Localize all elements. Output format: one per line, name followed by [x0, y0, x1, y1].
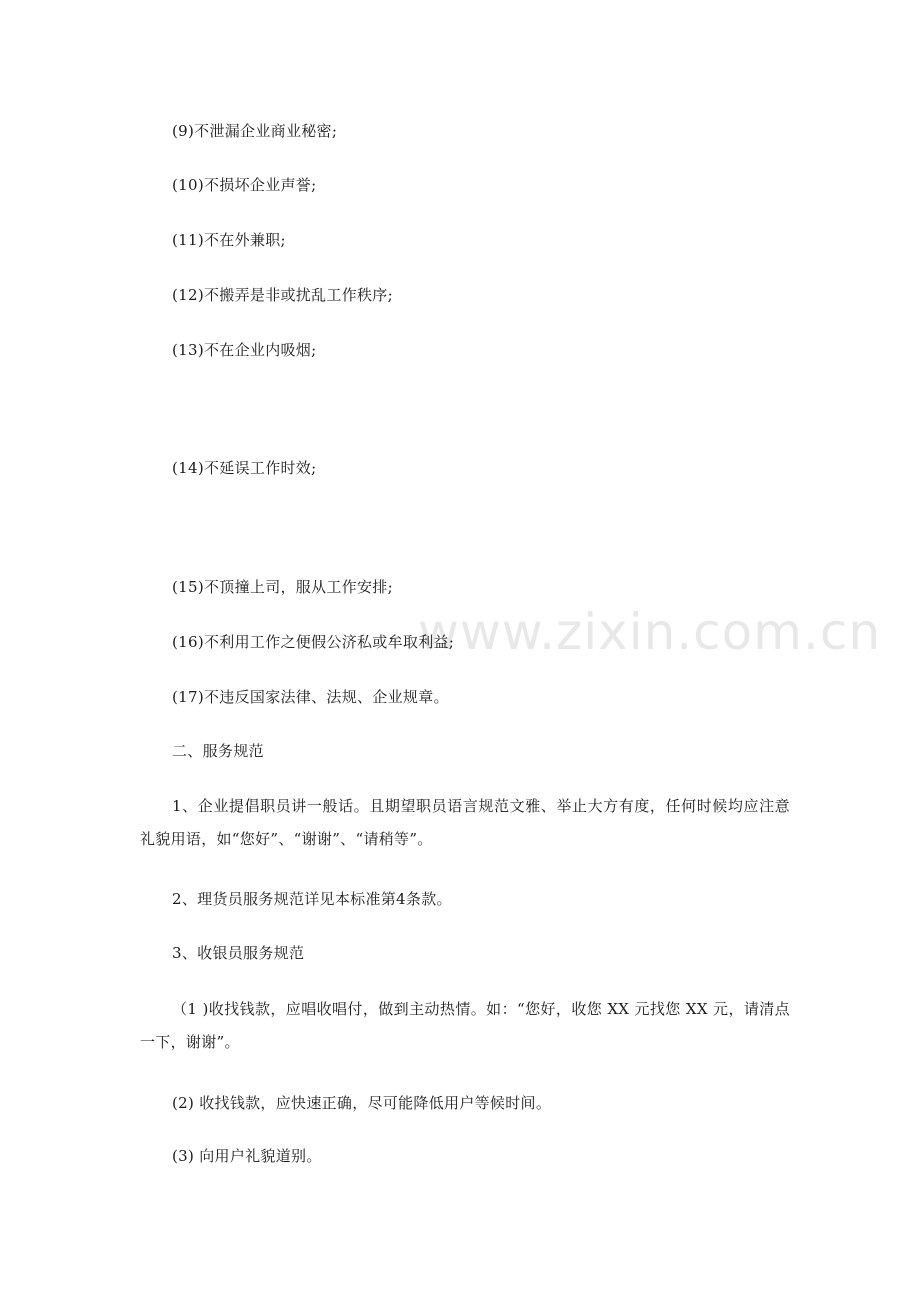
paragraph-3-3: (3) 向用户礼貌道别。	[172, 1147, 322, 1165]
rule-item-17: (17)不违反国家法律、法规、企业规章。	[172, 688, 449, 706]
watermark: www.zixin.com.cn	[418, 603, 882, 661]
rule-item-9: (9)不泄漏企业商业秘密;	[172, 122, 338, 140]
paragraph-3: 3、收银员服务规范	[172, 944, 305, 962]
paragraph-3-1: （1 )收找钱款，应唱收唱付，做到主动热情。如：“您好，收您 XX 元找您 XX 元，请清点一下，谢谢”。	[140, 1000, 790, 1051]
rule-item-16: (16)不利用工作之便假公济私或牟取利益;	[172, 633, 455, 651]
rule-item-13: (13)不在企业内吸烟;	[172, 341, 317, 359]
rule-item-10: (10)不损坏企业声誉;	[172, 176, 317, 194]
paragraph-1: 1、企业提倡职员讲一般话。且期望职员语言规范文雅、举止大方有度，任何时候均应注意礼貌用语，如“您好”、“谢谢”、“请稍等”。	[140, 797, 790, 848]
section-heading: 二、服务规范	[172, 742, 264, 760]
paragraph-2: 2、理货员服务规范详见本标准第4条款。	[172, 890, 452, 908]
rule-item-11: (11)不在外兼职;	[172, 231, 286, 249]
rule-item-12: (12)不搬弄是非或扰乱工作秩序;	[172, 286, 393, 304]
rule-item-14: (14)不延误工作时效;	[172, 459, 317, 477]
rule-item-15: (15)不顶撞上司，服从工作安排;	[172, 578, 393, 596]
paragraph-3-2: (2) 收找钱款，应快速正确，尽可能降低用户等候时间。	[172, 1094, 552, 1112]
